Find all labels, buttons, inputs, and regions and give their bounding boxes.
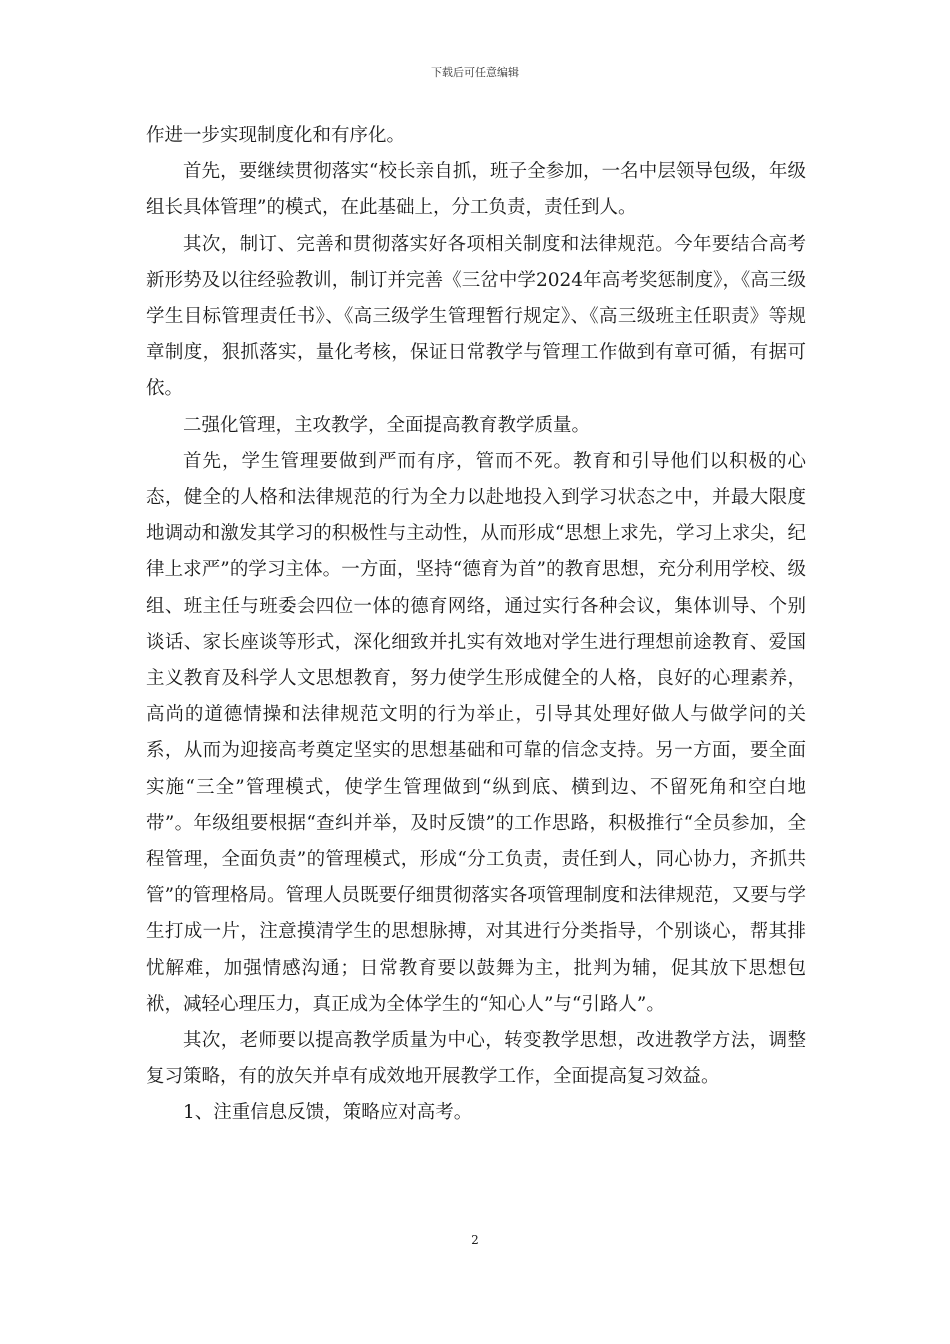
paragraph-first-point: 首先，要继续贯彻落实“校长亲自抓，班子全参加，一名中层领导包级，年级组长具体管理”的模式，在此基础上，分工负责，责任到人。	[146, 161, 806, 219]
list-item-information-feedback: 1、注重信息反馈，策略应对高考。	[183, 1102, 473, 1124]
section-heading-management: 二强化管理，主攻教学，全面提高教育教学质量。	[183, 414, 591, 436]
page-number: 2	[471, 1233, 479, 1247]
paragraph-student-management: 首先，学生管理要做到严而有序，管而不死。教育和引导他们以积极的心态，健全的人格和法律规范的行为全力以赴地投入到学习状态之中，并最大限度地调动和激发其学习的积极性与主动性，从而形成“思想上求先，学习上求尖，纪律上求严”的学习主体。一方面，坚持“德育为首”的教育思想，充分利用学校、级组、班主任与班委会四位一体的德育网络，通过实行各种会议，集体训导、个别谈话、家长座谈等形式，深化细致并扎实有效地对学生进行理想前途教育、爱国主义教育及科学人文思想教育，努力使学生形成健全的人格，良好的心理素养，高尚的道德情操和法律规范文明的行为举止，引导其处理好做人与做学问的关系，从而为迎接高考奠定坚实的思想基础和可靠的信念支持。另一方面，要全面实施“三全”管理模式，使学生管理做到“纵到底、横到边、不留死角和空白地带”。年级组要根据“查纠并举，及时反馈”的工作思路，积极推行“全员参加，全程管理，全面负责”的管理模式，形成“分工负责，责任到人，同心协力，齐抓共管”的管理格局。管理人员既要仔细贯彻落实各项管理制度和法律规范，又要与学生打成一片，注意摸清学生的思想脉搏，对其进行分类指导，个别谈心，帮其排忧解难，加强情感沟通；日常教育要以鼓舞为主，批判为辅，促其放下思想包袱，减轻心理压力，真正成为全体学生的“知心人”与“引路人”。	[146, 450, 806, 1015]
paragraph-teaching-quality: 其次，老师要以提高教学质量为中心，转变教学思想，改进教学方法，调整复习策略，有的放矢并卓有成效地开展教学工作，全面提高复习效益。	[146, 1030, 806, 1088]
paragraph-regulations: 其次，制订、完善和贯彻落实好各项相关制度和法律规范。今年要结合高考新形势及以往经验教训，制订并完善《三岔中学2024年高考奖惩制度》，《高三级学生目标管理责任书》、《高三级学生管理暂行规定》、《高三级班主任职责》等规章制度，狠抓落实，量化考核，保证日常教学与管理工作做到有章可循，有据可依。	[146, 233, 806, 400]
paragraph-continuation: 作进一步实现制度化和有序化。	[146, 125, 406, 146]
page-header: 下载后可任意编辑	[431, 66, 519, 79]
document-body	[146, 118, 806, 1132]
